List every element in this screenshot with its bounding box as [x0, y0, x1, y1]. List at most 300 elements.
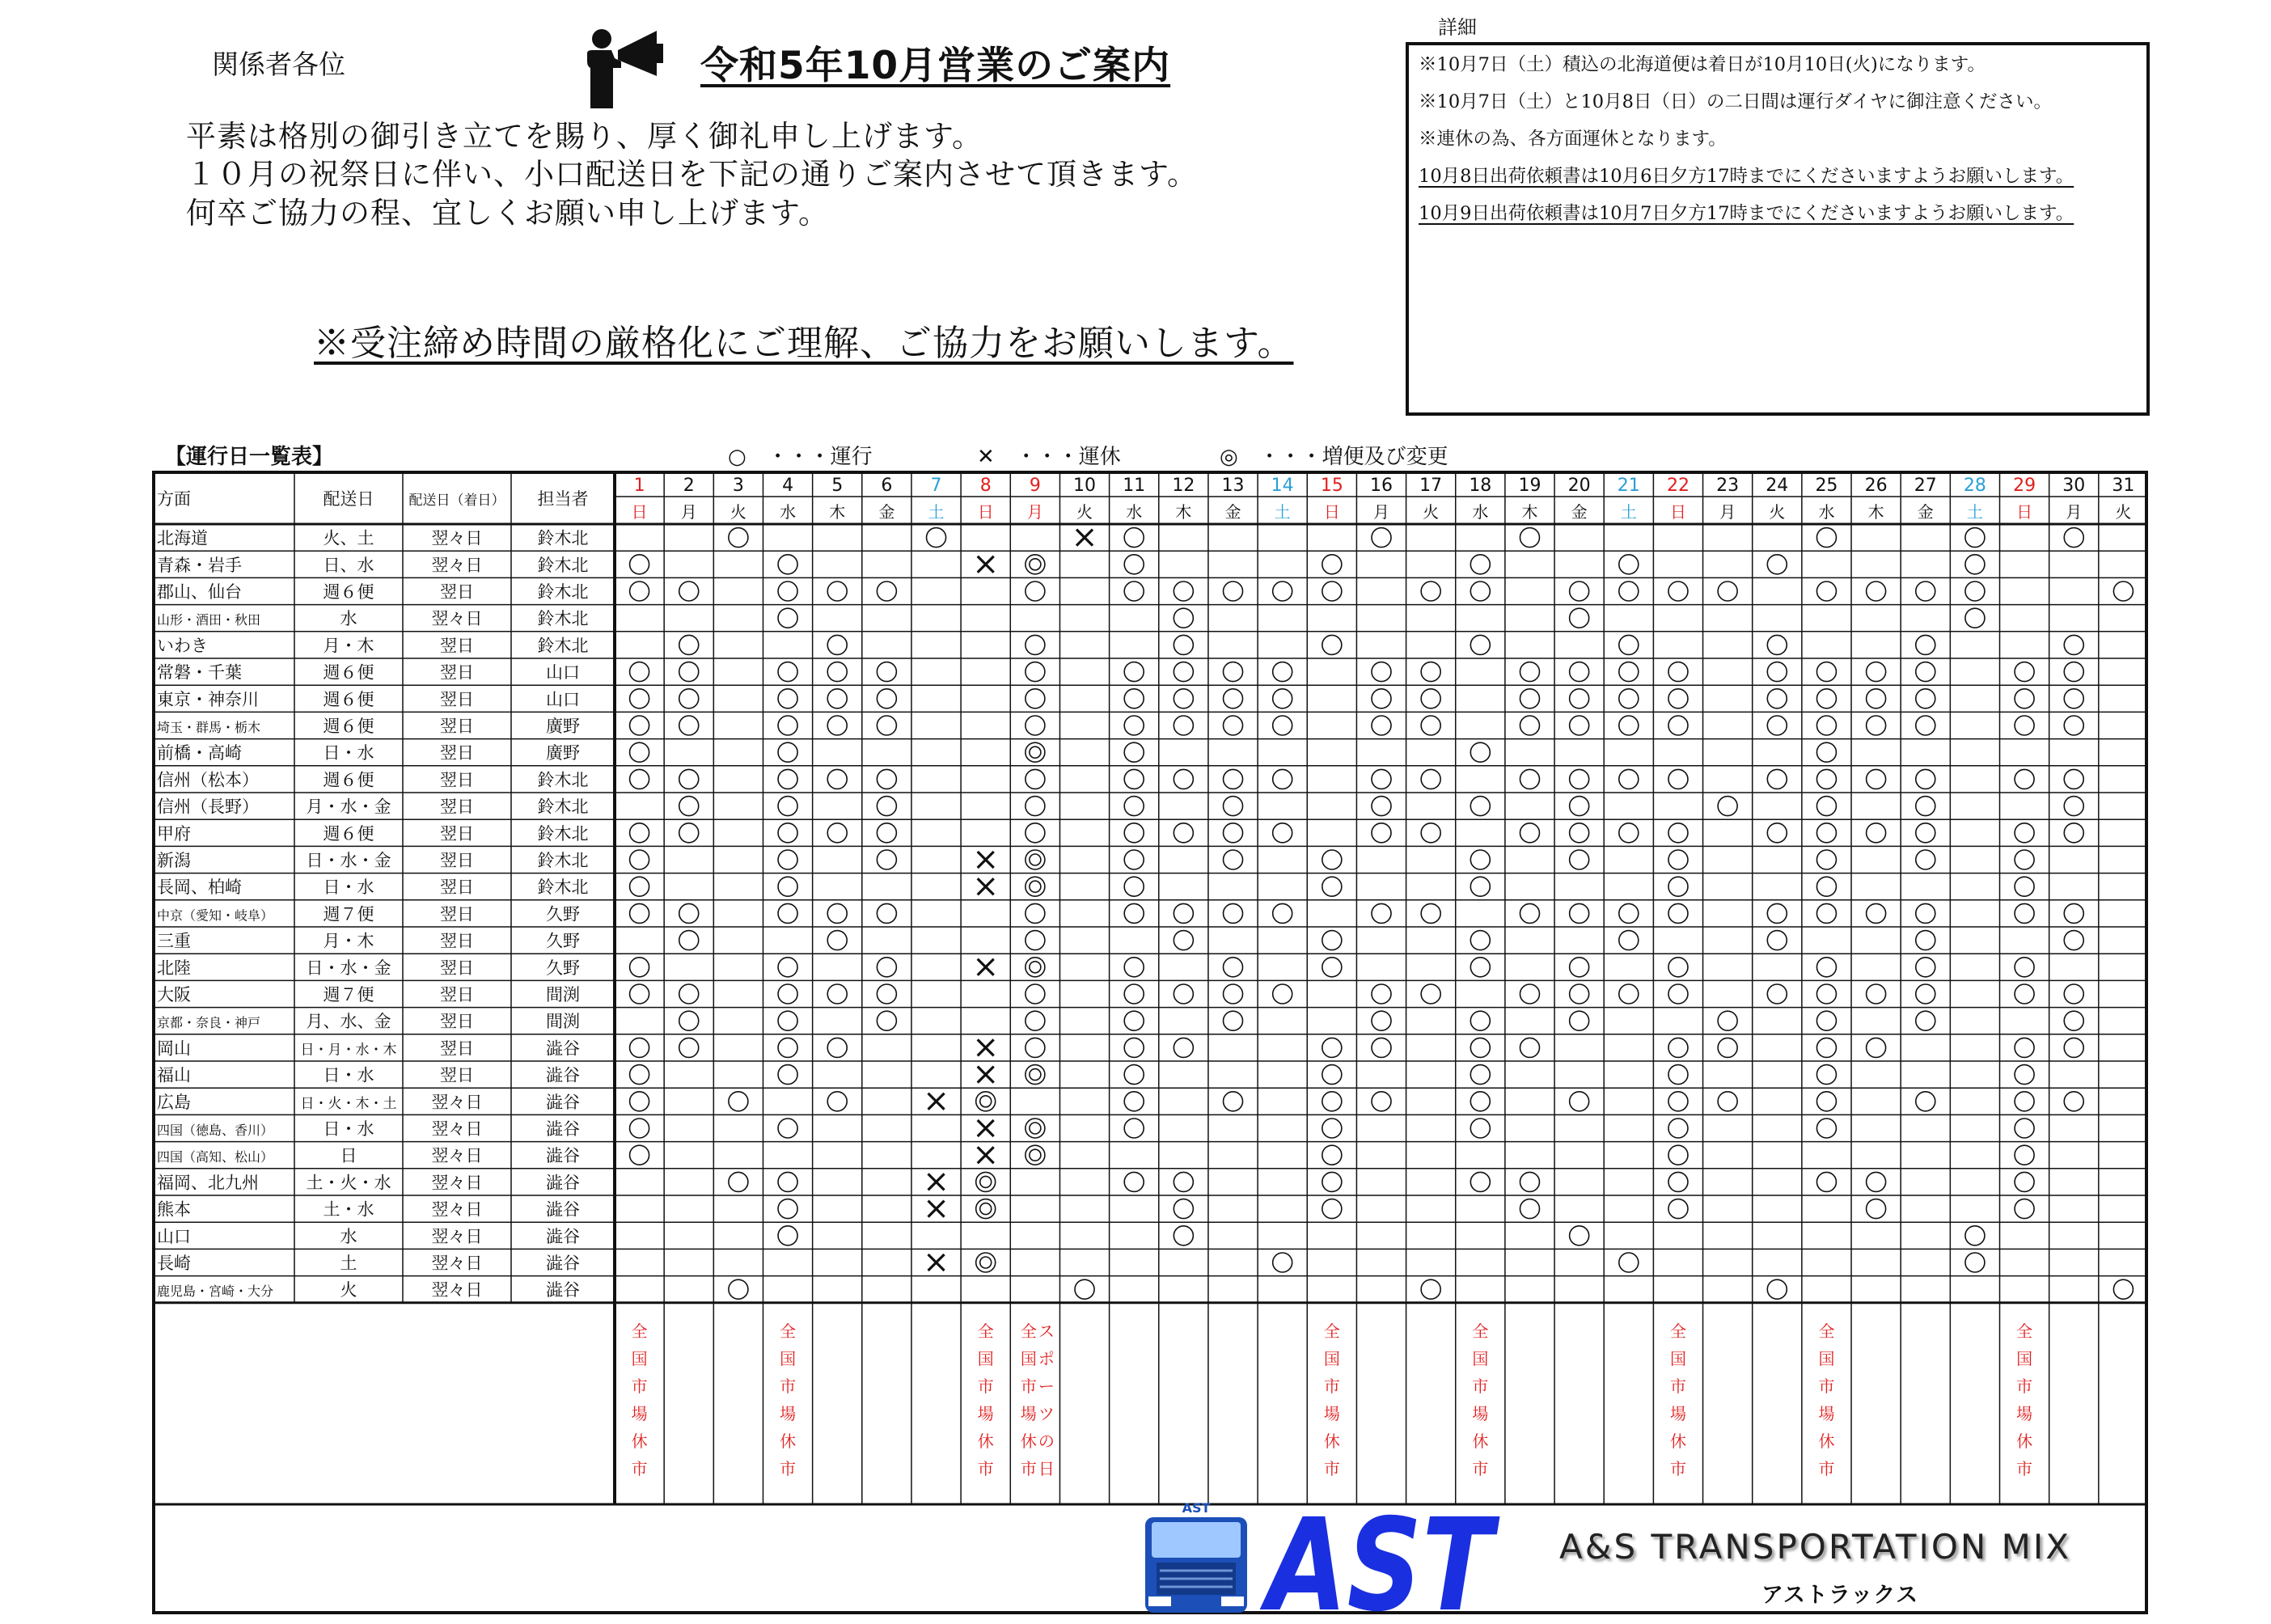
row-staff: 鈴木北: [537, 823, 589, 844]
row-arrival: 翌々日: [431, 1146, 483, 1166]
row-delivery-days: 日・水: [323, 1065, 374, 1085]
mark-operating: [1026, 662, 1045, 682]
mark-operating: [1124, 1065, 1144, 1085]
mark-operating: [1322, 1199, 1342, 1219]
mark-operating: [1322, 635, 1342, 654]
mark-operating: [1570, 769, 1589, 789]
mark-operating: [1520, 903, 1539, 923]
mark-suspended: [978, 1067, 994, 1083]
schedule-section-title: 【運行日一覧表】: [165, 445, 334, 469]
row-staff: 間渕: [546, 985, 580, 1004]
mark-operating: [1224, 850, 1243, 869]
row-delivery-days: 週６便: [323, 582, 374, 602]
mark-operating: [2064, 797, 2083, 816]
mark-operating: [1273, 823, 1292, 843]
mark-operating: [1668, 716, 1688, 735]
weekday-label: 木: [1867, 502, 1884, 522]
row-delivery-days: 土・水: [323, 1199, 374, 1220]
mark-operating: [1767, 662, 1787, 682]
mark-operating: [1619, 823, 1639, 843]
mark-operating: [1520, 1199, 1539, 1219]
mark-operating: [1470, 582, 1490, 601]
mark-operating: [1273, 903, 1292, 923]
mark-operating: [1124, 1172, 1144, 1191]
day-number: 29: [2013, 476, 2036, 496]
weekday-label: 木: [1521, 502, 1538, 522]
mark-operating: [1619, 903, 1639, 923]
mark-operating: [1470, 877, 1490, 896]
legend-extra: ◎ ・・・増便及び変更: [1220, 445, 1448, 469]
mark-operating: [877, 823, 896, 843]
mark-extra: [1026, 850, 1045, 869]
row-arrival: 翌々日: [431, 1254, 483, 1273]
mark-operating: [877, 797, 896, 816]
mark-operating: [679, 582, 699, 601]
row-staff: 鈴木北: [537, 878, 589, 898]
weekday-label: 火: [1769, 502, 1786, 522]
row-area: 郡山、仙台: [157, 582, 242, 602]
mark-operating: [778, 689, 797, 708]
row-staff: 鈴木北: [537, 609, 589, 629]
legend-suspended: ✕ ・・・運休: [977, 445, 1121, 469]
mark-suspended: [978, 1147, 994, 1163]
mark-operating: [1767, 931, 1787, 950]
mark-operating: [1816, 769, 1836, 789]
mark-operating: [827, 903, 847, 923]
detail-line-4: 10月8日出荷依頼書は10月6日夕方17時までにくださいますようお願いします。: [1419, 166, 2074, 187]
row-delivery-days: 日・水・金: [306, 851, 391, 870]
mark-operating: [1916, 689, 1935, 708]
mark-operating: [1421, 582, 1440, 601]
mark-operating: [827, 931, 847, 950]
mark-operating: [1668, 582, 1688, 601]
mark-suspended: [978, 1120, 994, 1136]
mark-operating: [1570, 608, 1589, 628]
mark-operating: [1520, 1038, 1539, 1057]
row-delivery-days: 火: [340, 1280, 357, 1300]
mark-operating: [1718, 1038, 1737, 1057]
mark-operating: [778, 582, 797, 601]
mark-operating: [1124, 1038, 1144, 1057]
row-arrival: 翌々日: [431, 1119, 483, 1139]
day-number: 4: [782, 476, 794, 496]
mark-operating: [1668, 903, 1688, 923]
mark-operating: [1816, 877, 1836, 896]
day-number: 26: [1864, 476, 1888, 496]
mark-suspended: [978, 852, 994, 868]
remark-text: スポーツの日: [1038, 1321, 1055, 1478]
mark-extra-inner: [1030, 559, 1041, 570]
remark-text: 全国市場休市: [1020, 1321, 1037, 1478]
row-delivery-days: 日: [340, 1146, 357, 1166]
row-area: 長岡、柏崎: [157, 878, 242, 898]
day-number: 11: [1123, 476, 1146, 496]
mark-extra-inner: [980, 1203, 992, 1215]
mark-operating: [630, 716, 649, 735]
mark-operating: [1026, 716, 1045, 735]
mark-operating: [877, 850, 896, 869]
mark-operating: [1372, 689, 1391, 708]
mark-operating: [1124, 823, 1144, 843]
mark-operating: [1816, 958, 1836, 977]
mark-operating: [630, 742, 649, 762]
weekday-label: 金: [1224, 502, 1241, 522]
row-delivery-days: 週６便: [323, 770, 374, 790]
mark-operating: [1816, 716, 1836, 735]
page-title: 令和5年10月営業のご案内: [700, 44, 1171, 88]
mark-operating: [1570, 903, 1589, 923]
mark-operating: [1174, 582, 1193, 601]
mark-operating: [2015, 1065, 2034, 1085]
mark-suspended: [978, 959, 994, 975]
mark-operating: [2015, 823, 2034, 843]
remark-text: 全国市場休市: [1323, 1321, 1340, 1478]
mark-extra: [1026, 555, 1045, 574]
mark-operating: [1619, 1253, 1639, 1272]
weekday-label: 日: [631, 502, 648, 522]
mark-operating: [877, 689, 896, 708]
mark-operating: [827, 1038, 847, 1057]
mark-operating: [1322, 1038, 1342, 1057]
mark-operating: [2015, 769, 2034, 789]
mark-operating: [679, 1038, 699, 1057]
mark-operating: [1619, 931, 1639, 950]
mark-operating: [1718, 582, 1737, 601]
mark-operating: [1026, 689, 1045, 708]
row-staff: 鈴木北: [537, 770, 589, 790]
row-area: 広島: [157, 1092, 191, 1112]
mark-operating: [1916, 582, 1935, 601]
row-staff: 山口: [546, 689, 580, 709]
mark-operating: [1570, 1092, 1589, 1111]
order-deadline-notice: ※受注締め時間の厳格化にご理解、ご協力をお願いします。: [314, 323, 1294, 364]
mark-operating: [2064, 528, 2083, 548]
mark-operating: [1372, 716, 1391, 735]
mark-extra: [1026, 1119, 1045, 1138]
mark-operating: [630, 662, 649, 682]
mark-operating: [679, 797, 699, 816]
mark-operating: [1273, 716, 1292, 735]
mark-operating: [778, 742, 797, 762]
mark-operating: [1867, 662, 1886, 682]
weekday-label: 日: [977, 502, 994, 522]
mark-operating: [1124, 716, 1144, 735]
mark-operating: [1570, 1011, 1589, 1030]
mark-operating: [1916, 797, 1935, 816]
day-number: 28: [1963, 476, 1986, 496]
mark-operating: [1668, 1065, 1688, 1085]
row-staff: 澁谷: [546, 1173, 580, 1193]
mark-operating: [1174, 1199, 1193, 1219]
row-staff: 間渕: [546, 1012, 580, 1032]
remark-text: 全国市場休市: [780, 1321, 797, 1478]
row-arrival: 翌々日: [431, 1280, 483, 1300]
mark-operating: [1470, 742, 1490, 762]
weekday-label: 水: [780, 502, 797, 522]
mark-operating: [1965, 1253, 1985, 1272]
mark-operating: [1174, 823, 1193, 843]
mark-operating: [1372, 662, 1391, 682]
mark-operating: [1026, 797, 1045, 816]
day-number: 3: [732, 476, 744, 496]
mark-operating: [1867, 984, 1886, 1004]
mark-extra-inner: [1030, 1149, 1041, 1161]
mark-extra-inner: [980, 1257, 992, 1268]
mark-operating: [1916, 662, 1935, 682]
mark-operating: [1174, 931, 1193, 950]
mark-operating: [1767, 984, 1787, 1004]
mark-operating: [630, 958, 649, 977]
row-staff: 久野: [546, 931, 580, 951]
mark-operating: [2064, 931, 2083, 950]
mark-operating: [729, 528, 748, 548]
day-number: 23: [1716, 476, 1740, 496]
mark-operating: [1965, 555, 1985, 574]
mark-operating: [1619, 689, 1639, 708]
row-staff: 鈴木北: [537, 851, 589, 870]
mark-operating: [1224, 903, 1243, 923]
row-delivery-days: 火、土: [323, 528, 374, 548]
mark-operating: [1026, 1011, 1045, 1030]
mark-operating: [1421, 689, 1440, 708]
mark-operating: [1224, 823, 1243, 843]
mark-operating: [2015, 1119, 2034, 1138]
mark-operating: [1520, 823, 1539, 843]
remark-text: 全国市場休市: [2016, 1321, 2033, 1478]
mark-operating: [1668, 1119, 1688, 1138]
weekday-label: 水: [1126, 502, 1143, 522]
mark-operating: [2015, 850, 2034, 869]
mark-operating: [1570, 582, 1589, 601]
mark-operating: [1273, 662, 1292, 682]
day-number: 24: [1766, 476, 1789, 496]
mark-operating: [1026, 635, 1045, 654]
day-number: 12: [1172, 476, 1195, 496]
weekday-label: 月: [1719, 502, 1736, 522]
mark-operating: [1816, 662, 1836, 682]
mark-operating: [1273, 582, 1292, 601]
weekday-label: 金: [878, 502, 895, 522]
row-staff: 澁谷: [546, 1226, 580, 1246]
mark-operating: [1668, 984, 1688, 1004]
row-staff: 廣野: [546, 743, 580, 763]
row-staff: 鈴木北: [537, 528, 589, 548]
mark-operating: [1075, 1279, 1094, 1299]
mark-extra: [976, 1092, 996, 1111]
row-area: 山形・酒田・秋田: [157, 612, 261, 628]
row-area: 四国（高知、松山）: [157, 1149, 274, 1165]
mark-operating: [827, 662, 847, 682]
mark-operating: [729, 1092, 748, 1111]
mark-operating: [1767, 823, 1787, 843]
mark-operating: [1767, 769, 1787, 789]
weekday-label: 木: [1175, 502, 1192, 522]
mark-operating: [778, 958, 797, 977]
mark-operating: [778, 716, 797, 735]
mark-operating: [2064, 635, 2083, 654]
mark-operating: [778, 823, 797, 843]
mark-operating: [630, 1092, 649, 1111]
row-delivery-days: 週６便: [323, 689, 374, 709]
weekday-label: 金: [1917, 502, 1934, 522]
mark-operating: [679, 662, 699, 682]
mark-suspended: [978, 878, 994, 894]
mark-operating: [877, 769, 896, 789]
mark-operating: [1224, 1011, 1243, 1030]
mark-operating: [1668, 1038, 1688, 1057]
row-arrival: 翌日: [440, 1065, 474, 1085]
row-arrival: 翌々日: [431, 1226, 483, 1246]
row-area: 前橋・高崎: [157, 743, 242, 763]
mark-operating: [1767, 635, 1787, 654]
ast-mark: AST: [1259, 1491, 1501, 1624]
mark-operating: [1273, 1253, 1292, 1272]
mark-operating: [1816, 742, 1836, 762]
row-arrival: 翌日: [440, 689, 474, 709]
mark-operating: [778, 1119, 797, 1138]
mark-operating: [2064, 769, 2083, 789]
day-number: 25: [1815, 476, 1838, 496]
day-number: 22: [1666, 476, 1690, 496]
mark-suspended: [928, 1201, 945, 1217]
mark-operating: [1816, 903, 1836, 923]
mark-operating: [1816, 797, 1836, 816]
row-staff: 廣野: [546, 717, 580, 736]
day-number: 18: [1469, 476, 1492, 496]
mark-operating: [1619, 662, 1639, 682]
row-staff: 澁谷: [546, 1092, 580, 1112]
mark-operating: [630, 1065, 649, 1085]
row-area: 熊本: [157, 1199, 191, 1220]
mark-operating: [1322, 1119, 1342, 1138]
mark-operating: [1867, 823, 1886, 843]
weekday-label: 月: [2066, 502, 2083, 522]
row-area: 福山: [157, 1065, 191, 1085]
row-area: 山口: [157, 1226, 191, 1246]
mark-operating: [1916, 635, 1935, 654]
mark-operating: [877, 903, 896, 923]
mark-operating: [1816, 1038, 1836, 1057]
row-area: 三重: [157, 931, 191, 951]
day-number: 10: [1073, 476, 1097, 496]
company-name: A&S TRANSPORTATION MIX: [1559, 1527, 2072, 1567]
mark-operating: [1718, 1011, 1737, 1030]
mark-operating: [827, 582, 847, 601]
mark-operating: [679, 903, 699, 923]
day-number: 17: [1419, 476, 1443, 496]
weekday-label: 土: [1620, 502, 1637, 522]
mark-operating: [1174, 716, 1193, 735]
row-area: 北海道: [157, 528, 208, 548]
mark-operating: [1372, 1038, 1391, 1057]
mark-operating: [1224, 689, 1243, 708]
row-delivery-days: 月・木: [323, 931, 374, 951]
mark-operating: [1470, 1172, 1490, 1191]
mark-operating: [1124, 555, 1144, 574]
row-delivery-days: 月・木: [323, 636, 374, 656]
mark-operating: [877, 662, 896, 682]
mark-operating: [1570, 823, 1589, 843]
mark-extra: [1026, 742, 1045, 762]
mark-operating: [1570, 689, 1589, 708]
mark-operating: [1322, 1145, 1342, 1165]
day-number: 15: [1320, 476, 1343, 496]
mark-operating: [1470, 850, 1490, 869]
truck-label: AST: [1182, 1500, 1211, 1516]
row-arrival: 翌日: [440, 1012, 474, 1032]
row-staff: 澁谷: [546, 1199, 580, 1220]
mark-operating: [1421, 1279, 1440, 1299]
mark-operating: [877, 1011, 896, 1030]
mark-operating: [1916, 850, 1935, 869]
mark-operating: [630, 903, 649, 923]
mark-operating: [1174, 662, 1193, 682]
mark-operating: [778, 1038, 797, 1057]
mark-operating: [1124, 1011, 1144, 1030]
mark-extra-inner: [1030, 746, 1041, 758]
weekday-label: 日: [1669, 502, 1686, 522]
mark-operating: [1520, 528, 1539, 548]
day-number: 14: [1271, 476, 1294, 496]
mark-operating: [778, 608, 797, 628]
row-staff: 久野: [546, 958, 580, 978]
day-number: 16: [1370, 476, 1393, 496]
mark-operating: [1322, 877, 1342, 896]
mark-operating: [1816, 1119, 1836, 1138]
mark-operating: [1322, 958, 1342, 977]
mark-operating: [1421, 984, 1440, 1004]
mark-operating: [778, 877, 797, 896]
row-area: 長崎: [157, 1254, 191, 1273]
mark-operating: [778, 984, 797, 1004]
remark-text: 全国市場休市: [977, 1321, 994, 1478]
row-staff: 澁谷: [546, 1119, 580, 1139]
day-number: 19: [1518, 476, 1541, 496]
mark-operating: [1619, 984, 1639, 1004]
mark-operating: [1470, 555, 1490, 574]
row-staff: 澁谷: [546, 1146, 580, 1166]
row-staff: 鈴木北: [537, 636, 589, 656]
mark-operating: [1322, 582, 1342, 601]
mark-operating: [1322, 1172, 1342, 1191]
mark-operating: [1224, 1092, 1243, 1111]
row-arrival: 翌日: [440, 958, 474, 978]
row-staff: 鈴木北: [537, 555, 589, 575]
day-number: 9: [1029, 476, 1041, 496]
mark-operating: [1470, 1065, 1490, 1085]
mark-operating: [1224, 984, 1243, 1004]
mark-operating: [1916, 958, 1935, 977]
mark-operating: [630, 1145, 649, 1165]
greeting-line-3: 何卒ご協力の程、宜しくお願い申し上げます。: [186, 196, 830, 230]
mark-operating: [877, 984, 896, 1004]
row-delivery-days: 日、水: [323, 555, 374, 575]
mark-operating: [1520, 716, 1539, 735]
mark-operating: [1124, 582, 1144, 601]
mark-operating: [630, 850, 649, 869]
mark-operating: [1470, 635, 1490, 654]
mark-operating: [1668, 1092, 1688, 1111]
mark-operating: [1372, 823, 1391, 843]
megaphone-person-icon: [582, 26, 666, 110]
mark-operating: [1570, 984, 1589, 1004]
row-area: 常磐・千葉: [157, 662, 242, 683]
mark-operating: [1124, 662, 1144, 682]
mark-operating: [679, 769, 699, 789]
mark-operating: [778, 662, 797, 682]
mark-operating: [2064, 1092, 2083, 1111]
mark-operating: [1224, 797, 1243, 816]
